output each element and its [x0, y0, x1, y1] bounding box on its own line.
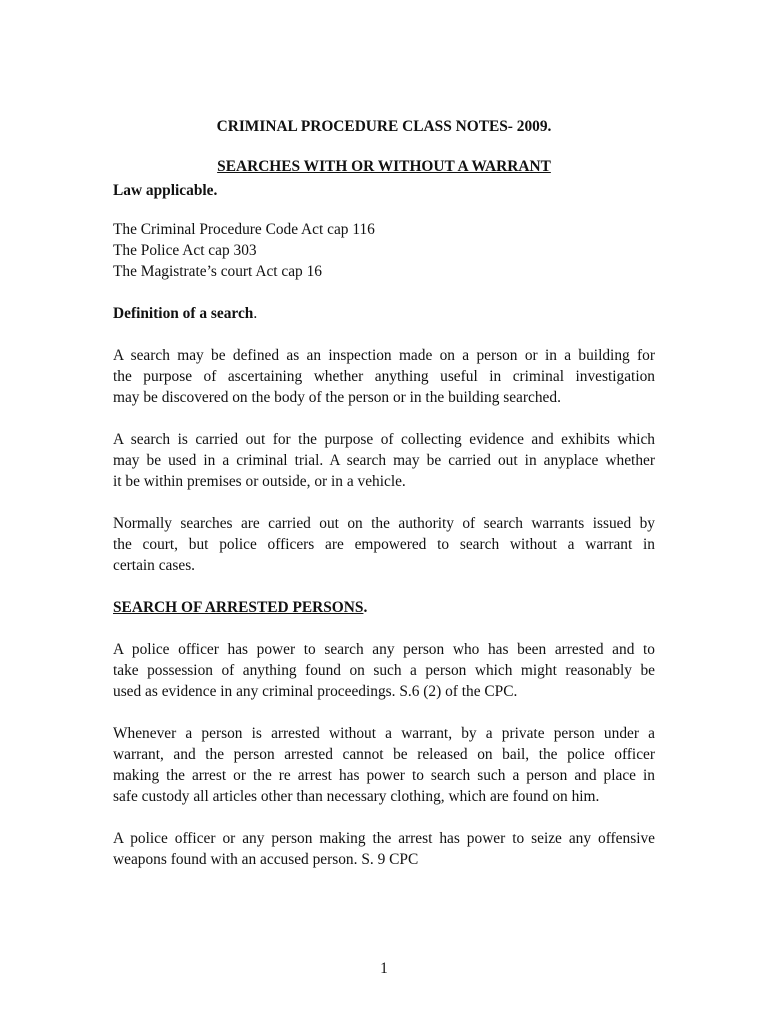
paragraph-line: making the arrest or the re arrest has power to search such a person and place in	[113, 767, 655, 784]
law-applicable-heading: Law applicable.	[113, 182, 218, 199]
law-item: The Criminal Procedure Code Act cap 116	[113, 221, 375, 238]
paragraph-line: may be used in a criminal trial. A search may be carried out in anyplace whether	[113, 452, 655, 469]
paragraph-line: may be discovered on the body of the person or in the building searched.	[113, 389, 561, 406]
paragraph-line: it be within premises or outside, or in a vehicle.	[113, 473, 406, 490]
law-item: The Police Act cap 303	[113, 242, 257, 259]
paragraph-line: used as evidence in any criminal proceedings. S.6 (2) of the CPC.	[113, 683, 518, 700]
definition-heading-line	[113, 303, 655, 324]
definition-heading-period: .	[253, 305, 258, 322]
document-subtitle: SEARCHES WITH OR WITHOUT A WARRANT	[217, 158, 551, 175]
paragraph-line: safe custody all articles other than necessary clothing, which are found on him.	[113, 788, 600, 805]
paragraph-line: Normally searches are carried out on the authority of search warrants issued by	[113, 515, 655, 532]
paragraph-line: A search may be defined as an inspection made on a person or in a building for	[113, 347, 655, 364]
paragraph-line: A police officer or any person making the arrest has power to seize any offensive	[113, 830, 655, 847]
paragraph-line: Whenever a person is arrested without a warrant, by a private person under a	[113, 725, 655, 742]
paragraph-line: take possession of anything found on such a person which might reasonably be	[113, 662, 655, 679]
paragraph-line: warrant, and the person arrested cannot be released on bail, the police officer	[113, 746, 655, 763]
document-title: CRIMINAL PROCEDURE CLASS NOTES- 2009.	[216, 118, 552, 135]
law-item: The Magistrate’s court Act cap 16	[113, 263, 322, 280]
page-number: 1	[380, 960, 388, 977]
paragraph-line: weapons found with an accused person. S. 9 CPC	[113, 851, 419, 868]
arrested-heading-line	[113, 597, 655, 618]
arrested-heading-period: .	[363, 599, 368, 616]
definition-heading: Definition of a search	[113, 305, 254, 322]
paragraph-line: the purpose of ascertaining whether anything useful in criminal investigation	[113, 368, 655, 385]
paragraph-line: the court, but police officers are empowered to search without a warrant in	[113, 536, 655, 553]
paragraph-line: certain cases.	[113, 557, 196, 574]
arrested-heading: SEARCH OF ARRESTED PERSONS	[113, 599, 364, 616]
paragraph-line: A police officer has power to search any person who has been arrested and to	[113, 641, 655, 658]
paragraph-line: A search is carried out for the purpose of collecting evidence and exhibits which	[113, 431, 655, 448]
